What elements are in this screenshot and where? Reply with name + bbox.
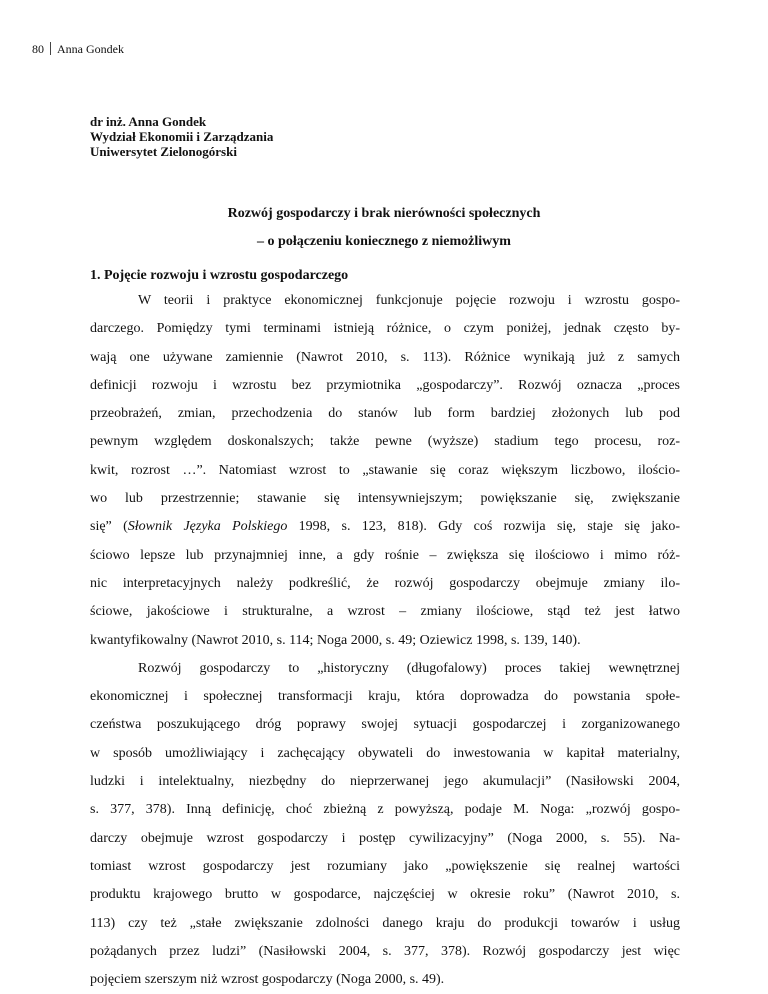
author-department: Wydział Ekonomii i Zarządzania	[90, 129, 274, 144]
paragraph-line: darczego. Pomiędzy tymi terminami istnieją różnice, o czym poniżej, jednak często by-	[90, 321, 680, 337]
paragraph-line: 113) czy też „stałe zwiększanie zdolności danego kraju do produkcji towarów i usług	[90, 915, 680, 931]
paragraph-line: kwit, rozrost …”. Natomiast wzrost to „stawanie się coraz większym liczbowo, ilościo-	[90, 462, 680, 478]
paragraph-line: W teorii i praktyce ekonomicznej funkcjonuje pojęcie rozwoju i wzrostu gospo-	[138, 293, 680, 308]
paragraph-line: ludzki i intelektualny, niezbędny do nieprzerwanej jego akumulacji” (Nasiłowski 2004,	[90, 774, 680, 790]
paragraph-line: s. 377, 378). Inną definicję, choć zbieżną z powyższą, podaje M. Noga: „rozwój gospo-	[90, 802, 680, 818]
paragraph-line: ściowe, jakościowe i strukturalne, a wzrost – zmiany ilościowe, stąd też jest łatwo	[90, 604, 680, 620]
paragraph-line: kwantyfikowalny (Nawrot 2010, s. 114; Noga 2000, s. 49; Oziewicz 1998, s. 139, 140).	[90, 632, 581, 648]
paragraph-line: przeobrażeń, zmian, przechodzenia do stanów lub form bardziej złożonych lub pod	[90, 406, 680, 422]
paragraph-line: ściowo lepsze lub przynajmniej inne, a gdy rośnie – zwiększa się ilościowo i mimo róż-	[90, 547, 680, 563]
page-number: 80	[32, 42, 44, 56]
paragraph-line: wają one używane zamiennie (Nawrot 2010, s. 113). Różnice wynikają już z samych	[90, 349, 680, 365]
paragraph-line: pewnym względem doskonalszych; także pewne (wyższe) stadium tego procesu, roz-	[90, 434, 680, 450]
line-segment: 1998, s. 123, 818). Gdy coś rozwija się, staje się jako-	[287, 519, 681, 535]
paragraph-line: produktu krajowego brutto w gospodarce, najczęściej w okresie roku” (Nawrot 2010, s.	[90, 887, 680, 903]
paragraph-line: definicji rozwoju i wzrostu bez przymiotnika „gospodarczy”. Rozwój oznacza „proces	[90, 377, 680, 393]
paragraph-line: pożądanych przez ludzi” (Nasiłowski 2004, s. 377, 378). Rozwój gospodarczy jest więc	[90, 943, 680, 959]
paragraph-line: tomiast wzrost gospodarczy jest rozumiany jako „powiększenie się realnej wartości	[90, 858, 680, 874]
paragraph-line: nic interpretacyjnych należy podkreślić, że rozwój gospodarczy obejmuje zmiany ilo-	[90, 575, 680, 591]
paragraph-line	[90, 513, 680, 541]
header-separator	[50, 42, 51, 55]
author-affiliation	[90, 114, 273, 159]
paragraph-line: ekonomicznej i społecznej transformacji kraju, która doprowadza do powstania społe-	[90, 689, 680, 705]
paragraph-line: darczy obejmuje wzrost gospodarczy i postęp cywilizacyjny” (Noga 2000, s. 55). Na-	[90, 830, 680, 846]
author-university: Uniwersytet Zielonogórski	[90, 144, 237, 159]
author-name: dr inż. Anna Gondek	[90, 114, 207, 129]
title-line-1: Rozwój gospodarczy i brak nierówności społecznych	[227, 206, 541, 221]
running-header	[32, 42, 124, 56]
section-heading: 1. Pojęcie rozwoju i wzrostu gospodarczego	[90, 268, 349, 283]
running-author: Anna Gondek	[57, 42, 124, 56]
body-text	[90, 287, 680, 994]
paragraph-line: w sposób umożliwiający i zachęcający obywateli do inwestowania w kapitał materialny,	[90, 745, 680, 761]
title-line-2: – o połączeniu koniecznego z niemożliwym	[257, 234, 511, 249]
paragraph-line: wo lub przestrzennie; stawanie się intensywniejszym; powiększanie się, zwiększanie	[90, 491, 680, 507]
paragraph-line: pojęciem szerszym niż wzrost gospodarczy (Noga 2000, s. 49).	[90, 972, 445, 988]
paragraph-line: czeństwa poszukującego dróg poprawy swojej sytuacji gospodarczej i zorganizowanego	[90, 717, 680, 733]
line-segment: się” (	[90, 519, 128, 535]
paragraph-line: Rozwój gospodarczy to „historyczny (długofalowy) proces takiej wewnętrznej	[138, 660, 680, 676]
article-title	[0, 200, 768, 256]
dictionary-title: Słownik Języka Polskiego	[127, 519, 288, 535]
